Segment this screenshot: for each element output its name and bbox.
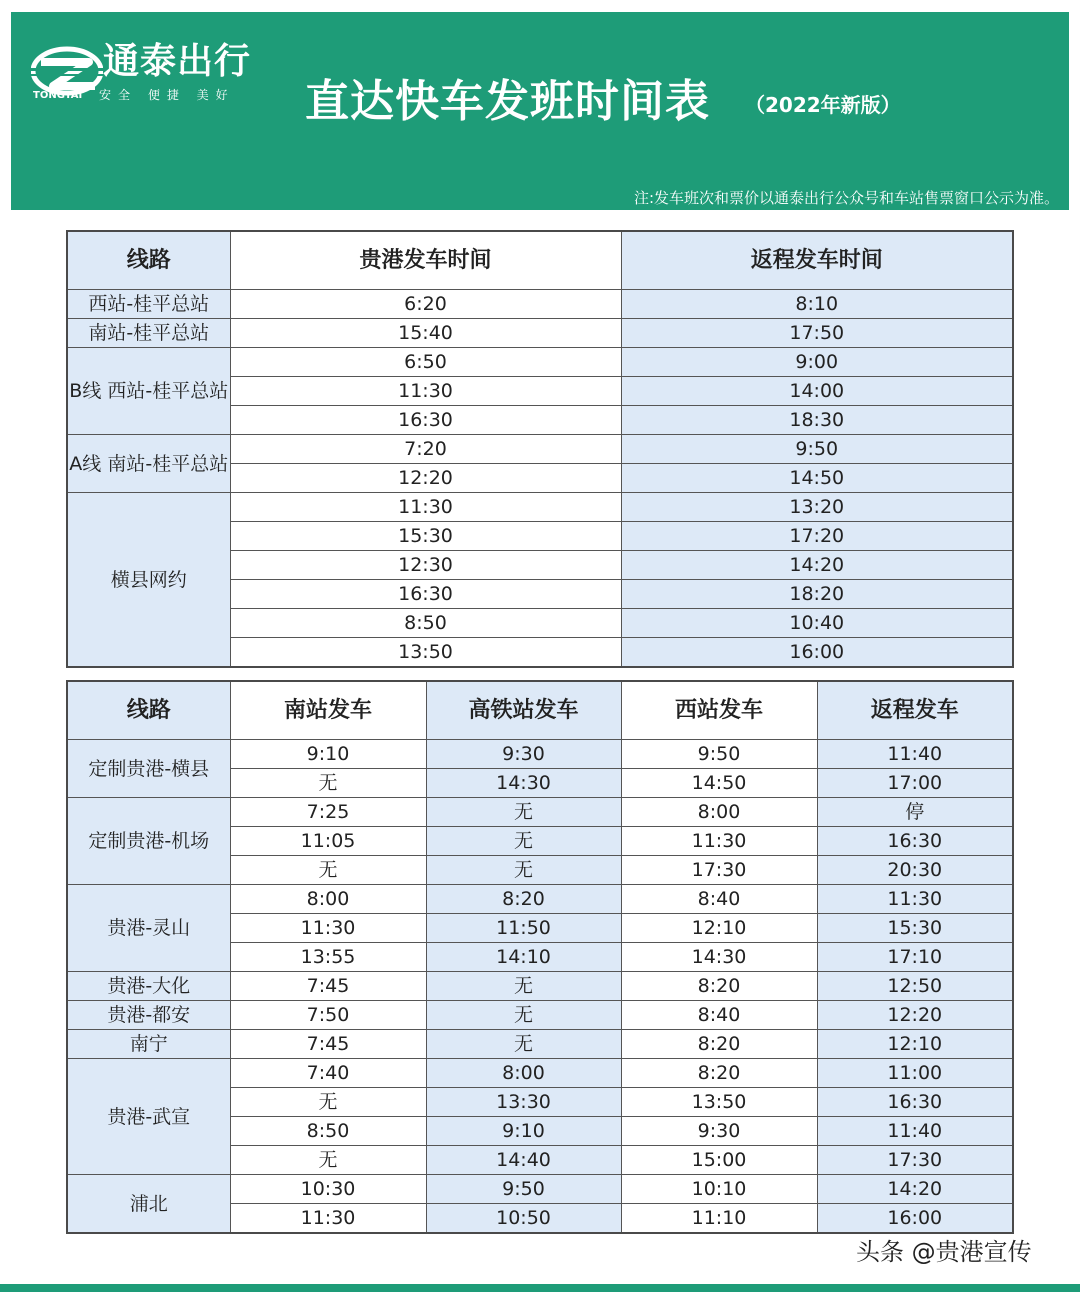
time-cell: 停: [817, 798, 1013, 827]
time-cell: 8:40: [621, 1001, 817, 1030]
time-cell: 12:10: [817, 1030, 1013, 1059]
time-cell: 10:30: [230, 1175, 426, 1204]
table-row: [67, 1030, 1013, 1059]
time-cell: 11:30: [230, 377, 621, 406]
time-cell: 无: [426, 827, 621, 856]
time-cell: 13:30: [426, 1088, 621, 1117]
notice-text: 注:发车班次和票价以通泰出行公众号和车站售票窗口公示为准。: [633, 189, 1059, 207]
table-row: [67, 290, 1013, 319]
column-header: 线路: [67, 231, 230, 290]
time-cell: 10:50: [426, 1204, 621, 1234]
time-cell: 13:55: [230, 943, 426, 972]
time-cell: 7:45: [230, 972, 426, 1001]
time-cell: 14:00: [621, 377, 1013, 406]
time-cell: 17:50: [621, 319, 1013, 348]
time-cell: 17:00: [817, 769, 1013, 798]
time-cell: 12:50: [817, 972, 1013, 1001]
time-cell: 14:20: [621, 551, 1013, 580]
time-cell: 7:45: [230, 1030, 426, 1059]
custom-route-table: [66, 680, 1014, 1234]
header-row: [67, 231, 1013, 290]
time-cell: 8:00: [426, 1059, 621, 1088]
time-cell: 13:20: [621, 493, 1013, 522]
time-cell: 11:30: [230, 914, 426, 943]
time-cell: 8:20: [621, 972, 817, 1001]
time-cell: 8:50: [230, 609, 621, 638]
column-header: 南站发车: [230, 681, 426, 740]
route-name-cell: 贵港-灵山: [67, 885, 230, 972]
time-cell: 17:20: [621, 522, 1013, 551]
time-cell: 15:00: [621, 1146, 817, 1175]
route-name-cell: 定制贵港-横县: [67, 740, 230, 798]
table-row: [67, 740, 1013, 769]
time-cell: 9:30: [426, 740, 621, 769]
time-cell: 18:20: [621, 580, 1013, 609]
time-cell: 11:30: [817, 885, 1013, 914]
time-cell: 14:30: [426, 769, 621, 798]
table-row: [67, 972, 1013, 1001]
time-cell: 16:30: [817, 1088, 1013, 1117]
header-banner: [11, 12, 1069, 210]
time-cell: 12:20: [230, 464, 621, 493]
guigang-departure-table: [66, 230, 1014, 668]
table-row: [67, 798, 1013, 827]
column-header: 高铁站发车: [426, 681, 621, 740]
time-cell: 6:20: [230, 290, 621, 319]
route-name-cell: 南宁: [67, 1030, 230, 1059]
edition-label: （2022年新版）: [745, 93, 901, 117]
time-cell: 11:40: [817, 1117, 1013, 1146]
time-cell: 无: [426, 798, 621, 827]
time-cell: 11:05: [230, 827, 426, 856]
time-cell: 9:50: [426, 1175, 621, 1204]
time-cell: 16:30: [230, 580, 621, 609]
time-cell: 13:50: [621, 1088, 817, 1117]
route-name-cell: 浦北: [67, 1175, 230, 1234]
column-header: 线路: [67, 681, 230, 740]
time-cell: 16:30: [230, 406, 621, 435]
column-header: 西站发车: [621, 681, 817, 740]
time-cell: 14:50: [621, 769, 817, 798]
route-name-cell: 贵港-都安: [67, 1001, 230, 1030]
time-cell: 11:50: [426, 914, 621, 943]
route-name-cell: 贵港-大化: [67, 972, 230, 1001]
column-header: 返程发车时间: [621, 231, 1013, 290]
time-cell: 16:00: [817, 1204, 1013, 1234]
bottom-bar: [0, 1284, 1080, 1292]
time-cell: 8:10: [621, 290, 1013, 319]
time-cell: 8:20: [621, 1059, 817, 1088]
time-cell: 15:30: [817, 914, 1013, 943]
time-cell: 无: [230, 769, 426, 798]
time-cell: 16:00: [621, 638, 1013, 668]
time-cell: 14:50: [621, 464, 1013, 493]
route-name-cell: 横县网约: [67, 493, 230, 668]
time-cell: 14:30: [621, 943, 817, 972]
logo-text: 通泰出行: [103, 41, 252, 82]
time-cell: 无: [426, 856, 621, 885]
time-cell: 12:30: [230, 551, 621, 580]
route-name-cell: 西站-桂平总站: [67, 290, 230, 319]
watermark-text: 头条 @贵港宣传: [856, 1238, 1032, 1266]
time-cell: 8:00: [621, 798, 817, 827]
page-title: 直达快车发班时间表: [305, 76, 710, 127]
logo-slogan: 安全 便捷 美好: [99, 88, 235, 102]
time-cell: 14:20: [817, 1175, 1013, 1204]
time-cell: 11:30: [230, 1204, 426, 1234]
time-cell: 8:00: [230, 885, 426, 914]
route-name-cell: 南站-桂平总站: [67, 319, 230, 348]
time-cell: 11:30: [230, 493, 621, 522]
time-cell: 7:25: [230, 798, 426, 827]
time-cell: 7:20: [230, 435, 621, 464]
header-row: [67, 681, 1013, 740]
table-row: [67, 885, 1013, 914]
table-row: [67, 493, 1013, 522]
logo-english: TONGTAI: [33, 90, 83, 101]
time-cell: 20:30: [817, 856, 1013, 885]
time-cell: 10:10: [621, 1175, 817, 1204]
time-cell: 11:30: [621, 827, 817, 856]
route-name-cell: A线 南站-桂平总站: [67, 435, 230, 493]
time-cell: 13:50: [230, 638, 621, 668]
time-cell: 15:30: [230, 522, 621, 551]
time-cell: 14:10: [426, 943, 621, 972]
time-cell: 11:10: [621, 1204, 817, 1234]
time-cell: 9:10: [426, 1117, 621, 1146]
time-cell: 8:20: [621, 1030, 817, 1059]
time-cell: 11:40: [817, 740, 1013, 769]
time-cell: 8:40: [621, 885, 817, 914]
time-cell: 8:50: [230, 1117, 426, 1146]
time-cell: 12:20: [817, 1001, 1013, 1030]
table-row: [67, 1001, 1013, 1030]
column-header: 贵港发车时间: [230, 231, 621, 290]
column-header: 返程发车: [817, 681, 1013, 740]
time-cell: 11:00: [817, 1059, 1013, 1088]
time-cell: 12:10: [621, 914, 817, 943]
time-cell: 9:10: [230, 740, 426, 769]
time-cell: 17:30: [621, 856, 817, 885]
route-name-cell: 定制贵港-机场: [67, 798, 230, 885]
time-cell: 9:50: [621, 740, 817, 769]
time-cell: 9:50: [621, 435, 1013, 464]
table-row: [67, 319, 1013, 348]
time-cell: 7:40: [230, 1059, 426, 1088]
time-cell: 6:50: [230, 348, 621, 377]
table-row: [67, 1059, 1013, 1088]
time-cell: 无: [230, 1146, 426, 1175]
table-row: [67, 435, 1013, 464]
time-cell: 10:40: [621, 609, 1013, 638]
time-cell: 17:30: [817, 1146, 1013, 1175]
time-cell: 无: [426, 1001, 621, 1030]
time-cell: 9:00: [621, 348, 1013, 377]
time-cell: 14:40: [426, 1146, 621, 1175]
time-cell: 8:20: [426, 885, 621, 914]
time-cell: 无: [230, 856, 426, 885]
time-cell: 18:30: [621, 406, 1013, 435]
time-cell: 无: [230, 1088, 426, 1117]
time-cell: 16:30: [817, 827, 1013, 856]
time-cell: 无: [426, 972, 621, 1001]
time-cell: 9:30: [621, 1117, 817, 1146]
time-cell: 17:10: [817, 943, 1013, 972]
time-cell: 15:40: [230, 319, 621, 348]
route-name-cell: 贵港-武宣: [67, 1059, 230, 1175]
time-cell: 7:50: [230, 1001, 426, 1030]
time-cell: 无: [426, 1030, 621, 1059]
route-name-cell: B线 西站-桂平总站: [67, 348, 230, 435]
table-row: [67, 1175, 1013, 1204]
table-row: [67, 348, 1013, 377]
